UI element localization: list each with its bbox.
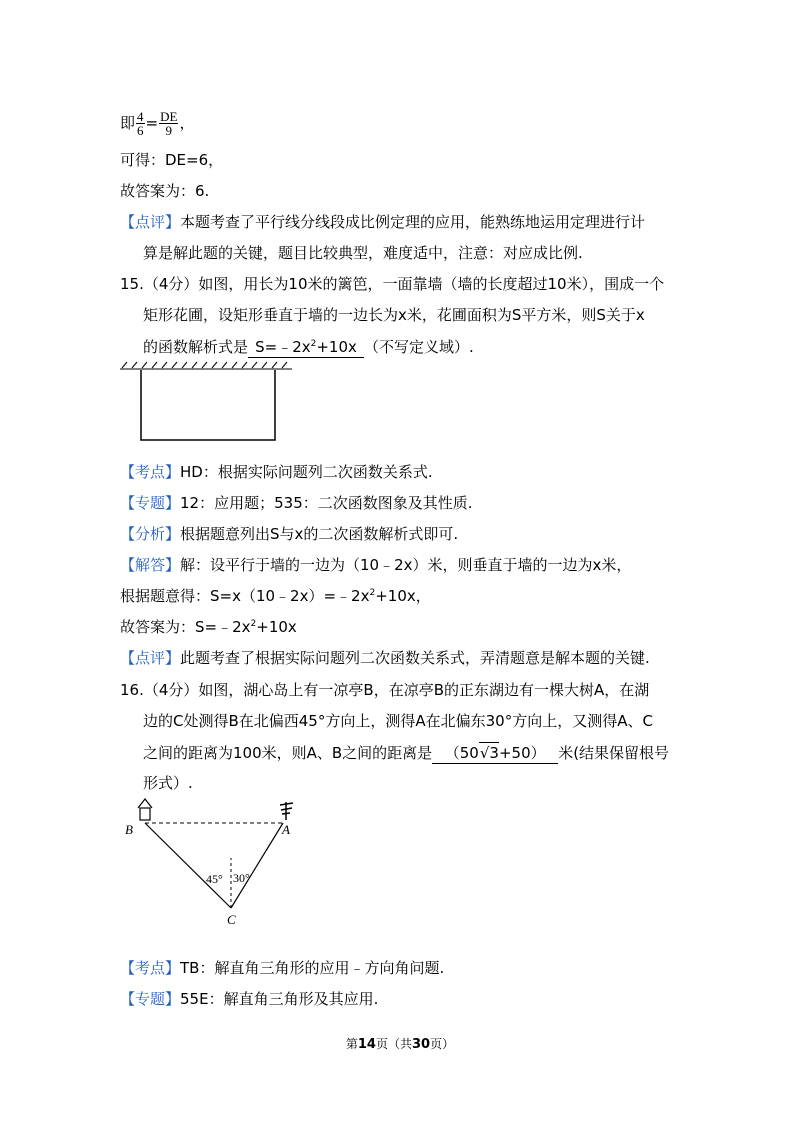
q15-zhuanti: 【专题】12：应用题；535：二次函数图象及其性质. <box>120 494 473 512</box>
label-A: A <box>282 822 290 837</box>
q14-comment-line2: 算是解此题的关键，题目比较典型，难度适中，注意：对应成比例. <box>143 244 583 262</box>
pavilion-icon <box>138 799 152 820</box>
q16-line2: 边的C处测得B在北偏西45°方向上，测得A在北偏东30°方向上，又测得A、C <box>143 712 653 730</box>
q16-line1: 16.（4分）如图，湖心岛上有一凉亭B，在凉亭B的正东湖边有一棵大树A，在湖 <box>120 681 650 699</box>
q15-kaodian: 【考点】HD：根据实际问题列二次函数关系式. <box>120 463 433 481</box>
label-B: B <box>125 822 133 837</box>
lake-diagram <box>118 796 308 928</box>
q16-line4: 形式）. <box>143 774 193 792</box>
q15-step3: 故答案为：$S=﹣2x^2+10x$ <box>120 618 297 636</box>
answer-line: 故答案为：6. <box>120 182 210 200</box>
wall-hatch <box>120 362 292 369</box>
tree-icon <box>280 802 293 820</box>
q15-line1: 15.（4分）如图，用长为10米的篱笆，一面靠墙（墙的长度超过10米），围成一个 <box>120 275 665 293</box>
q16-line3: 之间的距离为100米，则A、B之间的距离是 （50√3+50） 米(结果保留根号 <box>143 744 670 762</box>
result-line: 可得：DE=6， <box>120 151 224 169</box>
q15-jieda: 【解答】解：设平行于墙的一边为（10﹣2x）米，则垂直于墙的一边为x米， <box>120 556 632 574</box>
angle-30-label: 30° <box>233 871 250 885</box>
q15-answer: $S=﹣2x^2+10x$ <box>248 337 364 358</box>
fence-diagram <box>118 360 298 444</box>
line-AC <box>231 823 283 908</box>
line-BC <box>145 823 231 908</box>
q15-step2: 根据题意得：$S=x(10﹣2x)=﹣2x^2+10x$， <box>120 587 431 605</box>
q15-dianping: 【点评】此题考查了根据实际问题列二次函数关系式，弄清题意是解本题的关键. <box>120 649 650 667</box>
angle-45-label: 45° <box>206 872 223 886</box>
fraction-4-6: $\frac{4}{6}$ <box>137 109 144 138</box>
fence-rectangle <box>141 370 275 440</box>
fraction-de-9: $\frac{DE}{9}$ <box>160 109 178 138</box>
sqrt-radical: √3 <box>479 744 499 762</box>
q15-line3: 的函数解析式是 $S=﹣2x^2+10x$ （不写定义域）. <box>143 338 474 356</box>
q14-comment-line1: 【点评】本题考查了平行线分线段成比例定理的应用，能熟练地运用定理进行计 <box>120 213 646 231</box>
fraction-equation: 即 $\frac{4}{6}$ = $\frac{DE}{9}$ ， <box>120 109 195 138</box>
page-footer: 第14页（共30页） <box>345 1037 455 1052</box>
label-C: C <box>227 912 236 927</box>
comment-tag: 【点评】 <box>120 213 181 231</box>
q16-zhuanti: 【专题】55E：解直角三角形及其应用. <box>120 990 379 1008</box>
q15-fenxi: 【分析】根据题意列出S与x的二次函数解析式即可. <box>120 525 459 543</box>
q16-kaodian: 【考点】TB：解直角三角形的应用﹣方向角问题. <box>120 959 445 977</box>
q15-line2: 矩形花圃，设矩形垂直于墙的一边长为x米，花圃面积为S平方米，则S关于x <box>143 306 645 324</box>
q16-answer: （50√3+50） <box>432 742 558 764</box>
